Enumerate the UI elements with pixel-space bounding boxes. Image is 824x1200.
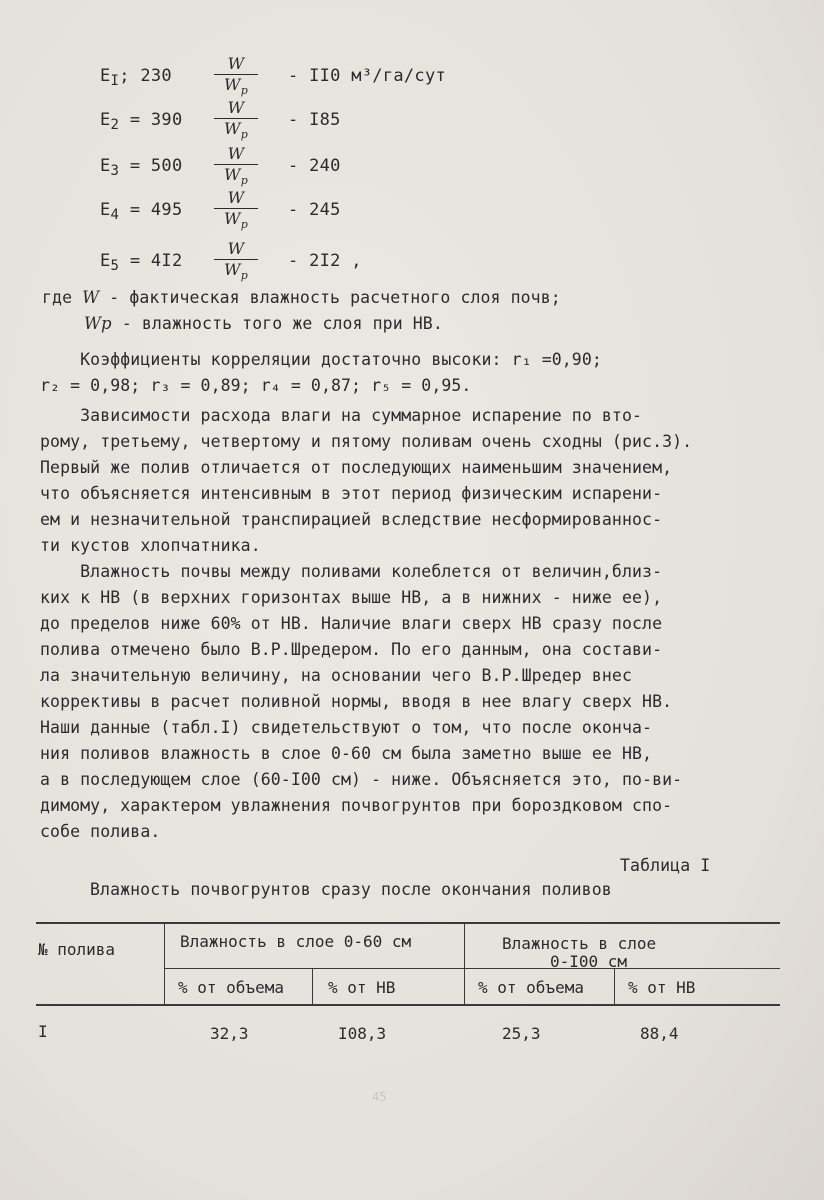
- text-line: r₂ = 0,98; r₃ = 0,89; r₄ = 0,87; r₅ = 0,95.: [40, 376, 472, 395]
- text-line: Коэффициенты корреляции достаточно высоки: r₁ =0,90;: [40, 350, 602, 369]
- table-rule-bottom: [36, 1004, 780, 1006]
- text-line: ем и незначительной транспирацией вследствие несформированнос-: [40, 510, 663, 529]
- text-line: рому, третьему, четвертому и пятому поливам очень сходны (рис.3).: [40, 432, 693, 451]
- table-header-num: № полива: [38, 940, 116, 959]
- table-rule-top: [36, 922, 780, 924]
- table-vline: [614, 968, 615, 1004]
- table-cell: I08,3: [338, 1024, 387, 1043]
- table-label: Таблица I: [620, 856, 711, 875]
- text-line: ких к НВ (в верхних горизонтах выше НВ, а в нижних - ниже ее),: [40, 588, 663, 607]
- table-subheader: % от объема: [478, 978, 584, 997]
- text-line: димому, характером увлажнения почвогрунтов при бороздковом спо-: [40, 796, 673, 815]
- table-rule-mid: [164, 968, 780, 969]
- text-line: что объясняется интенсивным в этот период физическим испарени-: [40, 484, 663, 503]
- table-subheader: % от НВ: [328, 978, 396, 997]
- document-page: $E_I$; 230 W $W_p$ - II0 м³/га/сут $E_2 = 390$ W $W_p$ - I85 $E_3 = 500$ W $W_p$ - 240 $E_4 = 495$ W $W_p$ - 245 $E_5 = 4I2$ W $W_p$ - 2I2 , где W - фактическая влажность расчетного слоя почв; Wp - влажность того же слоя при НВ. Коэффициенты корреляции достаточно высоки: r₁ =0,90; r₂ = 0,98; r₃ = 0,89; r₄ = 0,87; r₅ = 0,95. Зависимости расхода влаги на суммарное испарение по вто- рому, третьему, четвертому и пятому поливам очень сходны (рис.3). Первый же полив отличается от последующих наименьшим значением, что объясняется интенсивным в этот период физическим испарени- ем и незначительной транспирацией вследствие несформированнос- ти кустов хлопчатника. Влажность почвы между поливами колеблется от величин,близ- ких к НВ (в верхних горизонтах выше НВ, а в нижних - ниже ее), до пределов ниже 60% от НВ. Наличие влаги сверх НВ сразу после полива отмечено было В.Р.Шредером. По его данным, она состави- ла значительную величину, на основании чего В.Р.Шредер внес коррективы в расчет поливной нормы, вводя в нее влагу сверх НВ. Наши данные (табл.I) свидетельствуют о том, что после оконча- ния поливов влажность в слое 0-60 см была заметно выше ее НВ, а в последующем слое (60-I00 см) - ниже. Объясняется это, по-ви- димому, характером увлажнения почвогрунтов при бороздковом спо- собе полива. Таблица I Влажность почвогрунтов сразу после окончания поливов № полива Влажность в слое 0-60 см Влажность в слое 0-I00 см % от объема % от НВ % от объема % от НВ I 32,3 I08,3 25,3 88,4 45: [0, 0, 824, 1200]
- table-cell: 25,3: [502, 1024, 541, 1043]
- text-line: Наши данные (табл.I) свидетельствуют о том, что после оконча-: [40, 718, 653, 737]
- table-vline: [164, 922, 165, 1004]
- table-vline: [312, 968, 313, 1004]
- text-line: ти кустов хлопчатника.: [40, 536, 261, 555]
- table-cell: I: [38, 1022, 48, 1041]
- table-subheader: % от объема: [178, 978, 284, 997]
- table-cell: 88,4: [640, 1024, 679, 1043]
- text-line: полива отмечено было В.Р.Шредером. По его данным, она состави-: [40, 640, 663, 659]
- legend-w: где W - фактическая влажность расчетного слоя почв;: [42, 288, 561, 307]
- table-subheader: % от НВ: [628, 978, 696, 997]
- table-vline: [464, 922, 465, 1004]
- text-line: собе полива.: [40, 822, 161, 841]
- text-line: коррективы в расчет поливной нормы, вводя в нее влагу сверх НВ.: [40, 692, 673, 711]
- text-line: Первый же полив отличается от последующих наименьшим значением,: [40, 458, 673, 477]
- table-header-group2: Влажность в слое: [502, 934, 657, 953]
- page-mark: 45: [372, 1090, 387, 1104]
- table-header-group1: Влажность в слое 0-60 см: [180, 932, 412, 951]
- text-line: ла значительную величину, на основании чего В.Р.Шредер внес: [40, 666, 632, 685]
- text-line: до пределов ниже 60% от НВ. Наличие влаги сверх НВ сразу после: [40, 614, 663, 633]
- text-line: Зависимости расхода влаги на суммарное испарение по вто-: [40, 406, 643, 425]
- table-cell: 32,3: [210, 1024, 249, 1043]
- legend-wp: Wp - влажность того же слоя при НВ.: [84, 314, 443, 333]
- table-header-group2: 0-I00 см: [550, 952, 628, 971]
- text-line: ния поливов влажность в слое 0-60 см была заметно выше ее НВ,: [40, 744, 653, 763]
- text-line: а в последующем слое (60-I00 см) - ниже. Объясняется это, по-ви-: [40, 770, 683, 789]
- text-line: Влажность почвы между поливами колеблется от величин,близ-: [40, 562, 663, 581]
- table-title: Влажность почвогрунтов сразу после окончания поливов: [90, 880, 612, 899]
